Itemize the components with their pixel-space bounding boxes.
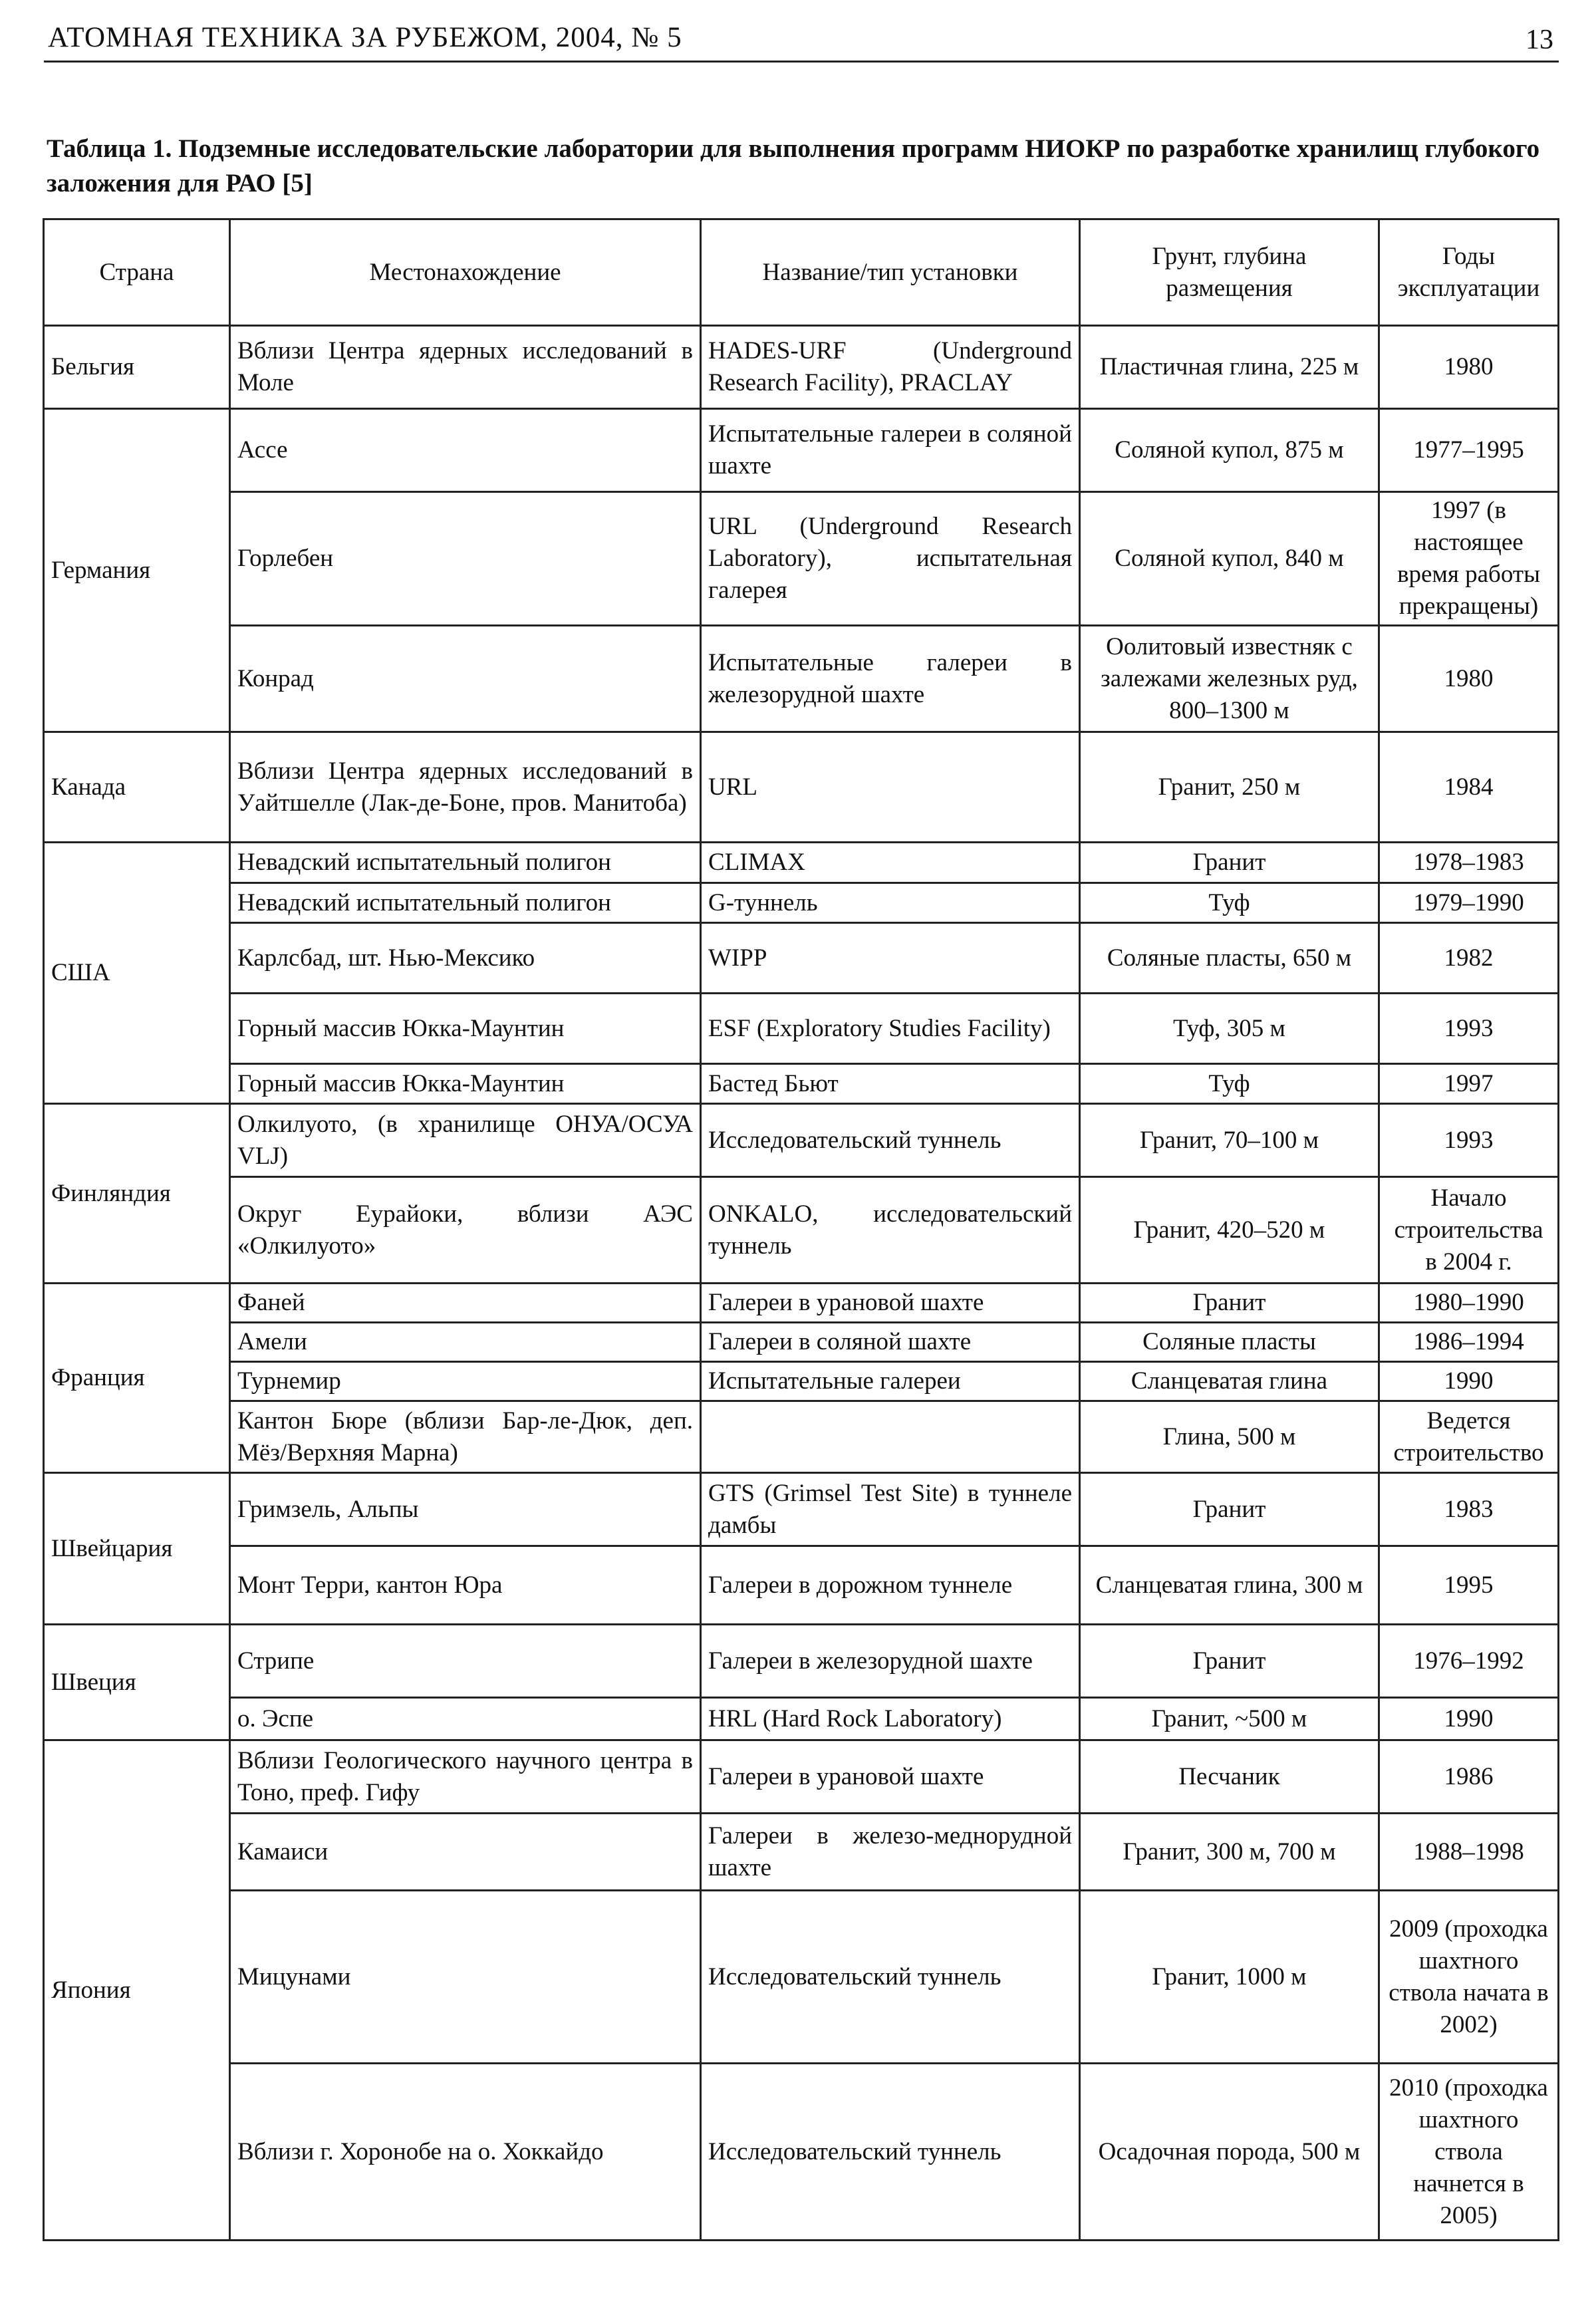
location-cell: Карлсбад, шт. Нью-Мексико	[230, 923, 701, 994]
table-row	[44, 843, 1559, 883]
years-cell: 1990	[1379, 1362, 1559, 1401]
column-header: Местонахождение	[230, 219, 701, 326]
facility-cell: Исследовательский туннель	[701, 1891, 1080, 2064]
location-cell: о. Эспе	[230, 1698, 701, 1740]
ground-cell: Гранит	[1080, 1625, 1379, 1698]
location-cell: Камаиси	[230, 1814, 701, 1891]
facility-cell: URL	[701, 732, 1080, 843]
table-row	[44, 732, 1559, 843]
facility-cell	[701, 1401, 1080, 1473]
years-cell: 1993	[1379, 994, 1559, 1064]
facility-cell: Галереи в урановой шахте	[701, 1284, 1080, 1323]
ground-cell: Гранит	[1080, 1284, 1379, 1323]
ground-cell: Туф, 305 м	[1080, 994, 1379, 1064]
location-cell: Горный массив Юкка-Маунтин	[230, 994, 701, 1064]
ground-cell: Туф	[1080, 883, 1379, 923]
country-cell: Канада	[44, 732, 230, 843]
facility-cell: Испытательные галереи в соляной шахте	[701, 409, 1080, 492]
facility-cell: HRL (Hard Rock Laboratory)	[701, 1698, 1080, 1740]
ground-cell: Гранит, 250 м	[1080, 732, 1379, 843]
ground-cell: Туф	[1080, 1064, 1379, 1104]
facility-cell: URL (Underground Research Laboratory), испытательная галерея	[701, 492, 1080, 626]
facility-cell: Галереи в урановой шахте	[701, 1740, 1080, 1814]
country-cell: Бельгия	[44, 326, 230, 409]
location-cell: Амели	[230, 1323, 701, 1362]
facility-cell: Галереи в соляной шахте	[701, 1323, 1080, 1362]
facility-cell: Испытательные галереи	[701, 1362, 1080, 1401]
table-row	[44, 1814, 1559, 1891]
location-cell: Округ Еурайоки, вблизи АЭС «Олкилуото»	[230, 1177, 701, 1284]
ground-cell: Гранит, ~500 м	[1080, 1698, 1379, 1740]
ground-cell: Пластичная глина, 225 м	[1080, 326, 1379, 409]
country-cell: Швеция	[44, 1625, 230, 1740]
table-row	[44, 1064, 1559, 1104]
country-cell: США	[44, 843, 230, 1104]
facility-cell: Галереи в железо-меднорудной шахте	[701, 1814, 1080, 1891]
years-cell: Начало строительства в 2004 г.	[1379, 1177, 1559, 1284]
running-header	[44, 19, 1559, 63]
ground-cell: Песчаник	[1080, 1740, 1379, 1814]
ground-cell: Сланцеватая глина, 300 м	[1080, 1546, 1379, 1625]
table-header-row	[44, 219, 1559, 326]
years-cell: 1976–1992	[1379, 1625, 1559, 1698]
facility-cell: GTS (Grimsel Test Site) в туннеле дамбы	[701, 1473, 1080, 1546]
location-cell: Вблизи Центра ядерных исследований в Уайтшелле (Лак-де-Боне, пров. Манитоба)	[230, 732, 701, 843]
location-cell: Гримзель, Альпы	[230, 1473, 701, 1546]
table-row	[44, 923, 1559, 994]
location-cell: Горный массив Юкка-Маунтин	[230, 1064, 701, 1104]
location-cell: Стрипе	[230, 1625, 701, 1698]
location-cell: Мицунами	[230, 1891, 701, 2064]
facility-cell: Исследовательский туннель	[701, 2064, 1080, 2241]
location-cell: Вблизи Геологического научного центра в Тоно, преф. Гифу	[230, 1740, 701, 1814]
table-row	[44, 1401, 1559, 1473]
years-cell: 1980	[1379, 626, 1559, 732]
years-cell: 1978–1983	[1379, 843, 1559, 883]
years-cell: 1980	[1379, 326, 1559, 409]
table-caption: Таблица 1. Подземные исследовательские лаборатории для выполнения программ НИОКР по разработке хранилищ глубокого заложения для РАО [5]	[47, 134, 1540, 198]
column-header: Грунт, глубина размещения	[1080, 219, 1379, 326]
years-cell: 2009 (проходка шахтного ствола начата в 2002)	[1379, 1891, 1559, 2064]
table-row	[44, 1284, 1559, 1323]
ground-cell: Соляной купол, 840 м	[1080, 492, 1379, 626]
ground-cell: Гранит, 300 м, 700 м	[1080, 1814, 1379, 1891]
ground-cell: Гранит	[1080, 843, 1379, 883]
facility-cell: Исследовательский туннель	[701, 1104, 1080, 1177]
years-cell: 1995	[1379, 1546, 1559, 1625]
location-cell: Олкилуото, (в хранилище ОНУА/ОСУА VLJ)	[230, 1104, 701, 1177]
table-row	[44, 1698, 1559, 1740]
column-header: Годы эксплуатации	[1379, 219, 1559, 326]
years-cell: 1983	[1379, 1473, 1559, 1546]
facility-cell: Бастед Бьют	[701, 1064, 1080, 1104]
years-cell: 1993	[1379, 1104, 1559, 1177]
years-cell: 2010 (проходка шахтного ствола начнется в 2005)	[1379, 2064, 1559, 2241]
location-cell: Фаней	[230, 1284, 701, 1323]
ground-cell: Соляные пласты	[1080, 1323, 1379, 1362]
ground-cell: Глина, 500 м	[1080, 1401, 1379, 1473]
journal-title: АТОМНАЯ ТЕХНИКА ЗА РУБЕЖОМ, 2004, № 5	[48, 22, 682, 53]
column-header: Страна	[44, 219, 230, 326]
years-cell: 1986	[1379, 1740, 1559, 1814]
table-row	[44, 1473, 1559, 1546]
ground-cell: Гранит, 1000 м	[1080, 1891, 1379, 2064]
facility-cell: WIPP	[701, 923, 1080, 994]
country-cell: Финляндия	[44, 1104, 230, 1284]
ground-cell: Соляной купол, 875 м	[1080, 409, 1379, 492]
location-cell: Невадский испытательный полигон	[230, 883, 701, 923]
location-cell: Ассе	[230, 409, 701, 492]
table-row	[44, 1625, 1559, 1698]
years-cell: 1980–1990	[1379, 1284, 1559, 1323]
column-header: Название/тип установки	[701, 219, 1080, 326]
ground-cell: Гранит, 420–520 м	[1080, 1177, 1379, 1284]
table-row	[44, 1891, 1559, 2064]
location-cell: Кантон Бюре (вблизи Бар-ле-Дюк, деп. Мёз/Верхняя Марна)	[230, 1401, 701, 1473]
laboratories-table	[43, 218, 1559, 2241]
table-row	[44, 326, 1559, 409]
table-row	[44, 1740, 1559, 1814]
facility-cell: Галереи в дорожном туннеле	[701, 1546, 1080, 1625]
years-cell: 1982	[1379, 923, 1559, 994]
table-row	[44, 883, 1559, 923]
facility-cell: G-туннель	[701, 883, 1080, 923]
table-row	[44, 626, 1559, 732]
country-cell: Франция	[44, 1284, 230, 1473]
facility-cell: Галереи в железорудной шахте	[701, 1625, 1080, 1698]
facility-cell: Испытательные галереи в железорудной шахте	[701, 626, 1080, 732]
location-cell: Турнемир	[230, 1362, 701, 1401]
location-cell: Горлебен	[230, 492, 701, 626]
location-cell: Невадский испытательный полигон	[230, 843, 701, 883]
country-cell: Германия	[44, 409, 230, 732]
facility-cell: HADES-URF (Underground Research Facility), PRACLAY	[701, 326, 1080, 409]
years-cell: 1997 (в настоящее время работы прекращены)	[1379, 492, 1559, 626]
table-row	[44, 492, 1559, 626]
facility-cell: ESF (Exploratory Studies Facility)	[701, 994, 1080, 1064]
location-cell: Конрад	[230, 626, 701, 732]
years-cell: 1990	[1379, 1698, 1559, 1740]
years-cell: 1997	[1379, 1064, 1559, 1104]
table-row	[44, 1104, 1559, 1177]
table-row	[44, 1546, 1559, 1625]
ground-cell: Оолитовый известняк с залежами железных руд, 800–1300 м	[1080, 626, 1379, 732]
years-cell: 1984	[1379, 732, 1559, 843]
country-cell: Япония	[44, 1740, 230, 2241]
location-cell: Вблизи г. Хоронобе на о. Хоккайдо	[230, 2064, 701, 2241]
table-row	[44, 1362, 1559, 1401]
ground-cell: Гранит	[1080, 1473, 1379, 1546]
facility-cell: ONKALO, исследовательский туннель	[701, 1177, 1080, 1284]
ground-cell: Осадочная порода, 500 м	[1080, 2064, 1379, 2241]
facility-cell: CLIMAX	[701, 843, 1080, 883]
page-number: 13	[1526, 25, 1553, 55]
table-row	[44, 409, 1559, 492]
location-cell: Вблизи Центра ядерных исследований в Моле	[230, 326, 701, 409]
table-row	[44, 1323, 1559, 1362]
years-cell: Ведется строительство	[1379, 1401, 1559, 1473]
ground-cell: Гранит, 70–100 м	[1080, 1104, 1379, 1177]
table-row	[44, 1177, 1559, 1284]
location-cell: Монт Терри, кантон Юра	[230, 1546, 701, 1625]
years-cell: 1979–1990	[1379, 883, 1559, 923]
years-cell: 1988–1998	[1379, 1814, 1559, 1891]
country-cell: Швейцария	[44, 1473, 230, 1625]
ground-cell: Соляные пласты, 650 м	[1080, 923, 1379, 994]
years-cell: 1986–1994	[1379, 1323, 1559, 1362]
years-cell: 1977–1995	[1379, 409, 1559, 492]
ground-cell: Сланцеватая глина	[1080, 1362, 1379, 1401]
table-row	[44, 994, 1559, 1064]
table-row	[44, 2064, 1559, 2241]
